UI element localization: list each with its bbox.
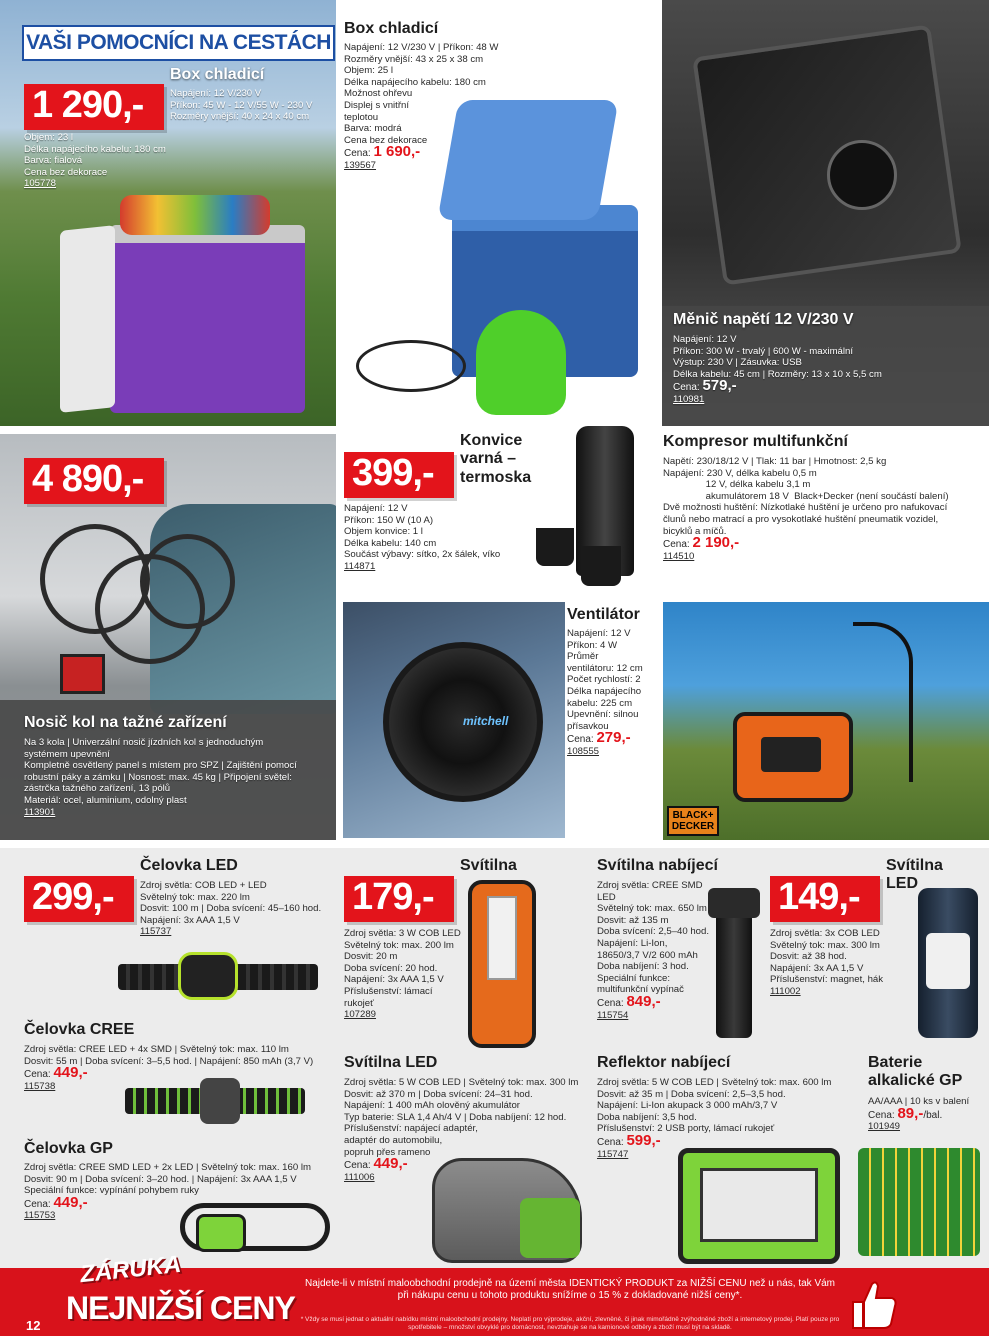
product-code[interactable]: 105778 [24,178,57,190]
spec-line: Doba nabíjení: 3,5 hod. [597,1111,697,1123]
spec-line: Příkon: 45 W - 12 V/55 W - 230 V [170,99,313,111]
spec-line: Cena bez dekorace [24,166,108,178]
spec-line: Délka napájecího kabelu: 180 cm [344,76,486,88]
spec-line: Napájení: 3x AAA 1,5 V [344,974,444,986]
spec-line: Na 3 kola | Univerzální nosič jízdních kol s jednoduchým [24,737,264,748]
spec-line: Napájení: 12 V [344,503,408,514]
thumbs-up-icon [850,1278,898,1330]
spec-line: Zdroj světla: 5 W COB LED | Světelný tok: max. 600 lm [597,1077,832,1088]
flashlight-price: 849,- [626,992,661,1010]
price-line: Cena: 449,- [344,1155,408,1173]
compressor-photo-panel [663,602,989,840]
spec-line: Napětí: 230/18/12 V | Tlak: 11 bar | Hmotnost: 2,5 kg [663,456,887,467]
spec-line: Rozměry vnější: 43 x 25 x 38 cm [344,53,484,65]
spec-line: Rozměry vnější: 40 x 24 x 40 cm [170,111,310,123]
spec-line: Příslušenství: napájecí adaptér, [344,1123,478,1135]
spec-line: Zdroj světla: 5 W COB LED | Světelný tok: max. 300 lm [344,1077,579,1088]
floodlight-price: 599,- [626,1131,661,1149]
spec-line: Počet rychlostí: 2 [567,674,641,686]
spec-line: přísavkou [567,720,609,732]
black-decker-logo: BLACK+ DECKER [667,806,719,836]
spec-line: Napájení: 12 V/230 V | Příkon: 48 W [344,42,499,53]
spec-line: Napájení: 3x AA 1,5 V [770,962,864,974]
spec-line: Napájení: 12 V [567,628,631,639]
batteries-specs [868,1096,986,1133]
floodlight-panel-image [700,1168,818,1242]
spec-line: Zdroj světla: CREE SMD LED + 2x LED | Světelný tok: max. 160 lm [24,1162,311,1173]
price-line: Cena: 599,- [597,1131,661,1149]
floodlight-title: Reflektor nabíjecí [597,1054,731,1071]
worklight-specs [344,928,464,1021]
spec-line: Kompletně osvětlený panel s místem pro SPZ | Zajištění pomocí [24,760,297,772]
spec-line: Dosvit: až 370 m | Doba svícení: 24–31 hod. [344,1088,533,1100]
compressor-price: 2 190,- [692,534,740,552]
product-code[interactable]: 111006 [344,1171,375,1183]
compressor-specs [663,456,983,562]
spec-line: Příkon: 4 W [567,639,618,651]
price-line: Cena: 279,- [567,729,631,747]
spec-line: 12 V, délka kabelu 3,1 m [663,479,811,491]
price-line: Cena: 89,-/bal. [868,1104,943,1122]
spec-line: bicyklů a míčů. [663,525,727,537]
spec-line: Dosvit: až 38 hod. [770,951,847,963]
product-code[interactable]: 113901 [24,806,56,818]
spec-line: Světelný tok: max. 220 lm [140,891,250,903]
bicycle-wheel-image [140,534,235,629]
spec-line: AA/AAA | 10 ks v balení [868,1096,970,1107]
spec-line: Napájení: 12 V [673,334,737,345]
spec-line: Zdroj světla: 3 W COB LED [344,928,461,939]
worklight-cob-image [487,896,517,980]
product-code[interactable]: 115753 [24,1210,56,1222]
spec-line: Dosvit: 90 m | Doba svícení: 3–20 hod. | Napájení: 3x AAA 1,5 V [24,1173,297,1185]
spec-line: Dosvit: až 135 m [597,914,669,926]
spec-line: Doba nabíjení: 3 hod. [597,961,689,973]
spec-line: Napájení: 3x AAA 1,5 V [140,914,240,926]
spec-line: Příslušenství: lámací [344,985,433,997]
spec-line: Napájení: 1 400 mAh olověný akumulátor [344,1100,520,1112]
spec-line: adaptér do automobilu, [344,1134,443,1146]
spotlight-price: 449,- [373,1155,408,1173]
spec-line: Napájení: 230 V, délka kabelu 0,5 m [663,467,817,479]
spec-line: Výstup: 230 V | Zásuvka: USB [673,357,802,369]
floodlight-specs [597,1077,847,1160]
product-code[interactable]: 114871 [344,560,376,572]
product-code[interactable]: 108555 [567,745,600,757]
spec-line: Zdroj světla: COB LED + LED [140,880,267,891]
worklight-title: Svítilna [460,857,517,874]
spec-line: Barva: fialová [24,155,83,167]
spec-line: Objem: 25 l [344,65,394,77]
spec-line: 18650/3,7 V/2 600 mAh [597,949,698,961]
spec-line: systémem upevnění [24,748,110,760]
fan-price: 279,- [596,729,631,747]
spec-line: akumulátorem 18 V Black+Decker (není součástí balení) [663,490,949,502]
spec-line: Dvě možnosti huštění: Nízkotlaké huštění je určeno pro nafukovací [663,502,948,514]
power-cable-image [356,340,466,392]
spec-line: Doba svícení: 20 hod. [344,962,438,974]
bike-rack-price: 4 890,- [24,458,164,504]
inverter-specs [673,334,983,406]
spotlight-specs [344,1077,594,1183]
lantern-price: 149,- [770,876,880,922]
kettle-specs [344,503,544,573]
lantern-specs [770,928,910,998]
fan-brand-logo: mitchell [463,714,509,728]
price-line: Cena: 449,- [24,1064,88,1082]
spec-line: Světelný tok: max. 200 lm [344,939,454,951]
guarantee-text: Najdete-li v místní maloobchodní prodejně na území města IDENTICKÝ PRODUKT za NIŽŠÍ CENU než u nás, tak Vám při nákupu cenu u tohoto produktu snížíme o 15 % z dokladované nižší ceny*. [304,1278,836,1301]
spec-line: Délka napájecího [567,685,642,697]
batteries-title: Baterie alkalické GP [868,1054,963,1090]
headlamp-gp-price: 449,- [53,1193,88,1211]
spec-line: Speciální funkce: vypínání pohybem ruky [24,1185,199,1197]
spec-line: Barva: modrá [344,123,402,135]
flashlight-specs [597,880,722,1021]
page-number: 12 [26,1318,41,1333]
spec-line: kabelu: 225 cm [567,697,633,709]
cooler-purple-price: 1 290,- [24,84,164,130]
kettle-title: Konvice varná – termoska [460,432,532,486]
cooler-blue-specs [344,42,544,172]
spec-line: teplotou [344,111,379,123]
spec-line: Délka napájecího kabelu: 180 cm [24,143,166,155]
product-code[interactable]: 111002 [770,985,801,997]
headlamp-cree-title: Čelovka CREE [24,1021,135,1038]
fan-specs [567,628,662,758]
headlamp-led-specs [140,880,340,938]
inverter-price: 579,- [702,377,737,395]
bike-rack-specs [24,737,329,818]
spec-line: Zdroj světla: CREE LED + 4x SMD | Světelný tok: max. 110 lm [24,1044,289,1055]
price-line: Cena: 1 690,- [344,143,421,161]
guarantee-line1: ZÁRUKA [78,1250,183,1289]
price-line: Cena: 2 190,- [663,534,740,552]
spec-line: Světelný tok: max. 650 lm [597,903,707,915]
product-code[interactable]: 115754 [597,1009,629,1021]
flashlight-title: Svítilna nabíjecí [597,857,718,874]
fan-title: Ventilátor [567,606,640,623]
product-code[interactable]: 101949 [868,1121,901,1133]
spec-line: Materiál: ocel, aluminium, odolný plast [24,794,187,806]
food-items-image [120,195,270,235]
spec-line: Příslušenství: 2 USB porty, lámací rukojeť [597,1123,775,1135]
guarantee-line2: NEJNIŽŠÍ CENY [66,1290,295,1326]
inverter-image [692,24,962,285]
cup-image [581,546,621,586]
spec-line: Dosvit: až 35 m | Doba svícení: 2,5–3,5 hod. [597,1088,786,1100]
spec-line: Typ baterie: SLA 1,4 Ah/4 V | Doba nabíjení: 12 hod. [344,1111,567,1123]
product-code[interactable]: 139567 [344,159,377,171]
compressor-display-image [761,737,821,772]
spec-line: Příslušenství: magnet, hák [770,974,884,986]
spec-line: Napájení: Li-Ion, [597,937,668,949]
headlamp-cree-price: 449,- [53,1064,88,1082]
spec-line: Displej s vnitřní [344,99,410,111]
socket-icon [827,140,897,210]
cooler-purple-specs-2 [24,132,224,190]
lantern-title: Svítilna LED [886,857,943,893]
spec-line: rukojeť [344,997,374,1009]
spec-line: Objem: 23 l [24,132,74,143]
spec-line: Délka kabelu: 140 cm [344,537,437,549]
headlamp-led-price: 299,- [24,876,134,922]
bike-rack-title: Nosič kol na tažné zařízení [24,714,227,731]
spec-line: Speciální funkce: [597,972,671,984]
page-headline: VAŠI POMOCNÍCI NA CESTÁCH [22,25,335,61]
product-code[interactable]: 115747 [597,1148,629,1160]
spec-line: Objem konvice: 1 l [344,526,423,538]
headlamp-led-lamp-image [178,952,238,1000]
headlamp-led-title: Čelovka LED [140,857,238,874]
hose-image [853,622,913,782]
spec-line: Dosvit: 100 m | Doba svícení: 45–160 hod. [140,903,322,915]
cooler-purple-specs [170,88,335,123]
purple-cooler-image [110,225,305,413]
product-code[interactable]: 110981 [673,393,705,405]
spec-line: Příkon: 300 W - trvalý | 600 W - maximální [673,345,854,357]
spec-line: Dosvit: 20 m [344,951,398,963]
spec-line: člunů nebo matrací a pro vysokotlaké huštění pneumatik vozidel, [663,513,939,525]
price-line: Cena: 849,- [597,992,661,1010]
spec-line: Napájení: 12 V/230 V [170,88,262,99]
headlamp-cree-specs [24,1044,334,1092]
cooler-blue-title: Box chladicí [344,20,439,37]
price-line: Cena: 579,- [673,377,737,395]
product-code[interactable]: 115737 [140,926,172,938]
compressor-title: Kompresor multifunkční [663,433,848,450]
spec-line: Průměr [567,651,599,663]
cooler-purple-title: Box chladicí [170,66,265,83]
kettle-price: 399,- [344,452,454,498]
price-line: Cena: 449,- [24,1193,88,1211]
cooler-lid-image [60,225,115,413]
spec-line: Zdroj světla: CREE SMD LED [597,880,706,903]
rack-light-image [60,654,105,694]
guarantee-disclaimer: * Vždy se musí jednat o aktuální nabídku místní maloobchodní prodejny. Neplatí pro výprodeje, akční, zlevněné, či jinak mimořádně zvýhodněné zboží a internetový prodej. Platí pouze pro spotřebitele – množství obvyklé pro domácnost, nevztahuje se na kamionové odběry a zboží musí být na skladě. [300,1316,840,1331]
spec-line: Cena bez dekorace [344,134,428,146]
spec-line: Světelný tok: max. 300 lm [770,939,880,951]
spec-line: Příkon: 150 W (10 A) [344,514,434,526]
spec-line: Možnost ohřevu [344,88,413,100]
spotlight-handle-image [520,1198,580,1258]
batteries-price: 89,- [897,1104,924,1122]
spec-line: Doba svícení: 2,5–40 hod. [597,926,710,938]
headlamp-gp-title: Čelovka GP [24,1140,113,1157]
cooler-blue-price: 1 690,- [373,143,421,161]
spotlight-title: Svítilna LED [344,1054,438,1071]
product-code[interactable]: 114510 [663,550,695,562]
headlamp-gp-specs [24,1162,334,1222]
lantern-light-image [926,933,970,989]
spec-line: Upevnění: silnou [567,709,639,721]
spec-line: robustní páky a zámku | Nosnost: max. 45 kg | Připojení světel: [24,771,292,783]
worklight-price: 179,- [344,876,454,922]
spec-line: Délka kabelu: 45 cm | Rozměry: 13 x 10 x 5,5 cm [673,368,882,380]
spec-line: Dosvit: 55 m | Doba svícení: 3–5,5 hod. | Napájení: 850 mAh (3,7 V) [24,1055,314,1067]
spec-line: popruh přes rameno [344,1146,431,1158]
fan-panel [343,602,565,838]
spec-line: multifunkční vypínač [597,984,684,996]
batteries-image [858,1148,980,1256]
inverter-title: Měnič napětí 12 V/230 V [673,311,854,328]
green-mitt-image [476,310,566,415]
product-code[interactable]: 115738 [24,1080,56,1092]
spec-line: Napájení: Li-Ion akupack 3 000 mAh/3,7 V [597,1100,778,1112]
spec-line: ventilátoru: 12 cm [567,662,643,674]
spec-line: Zdroj světla: 3x COB LED [770,928,880,939]
spec-line: zástrčka tažného zařízení, 13 pólů [24,783,171,795]
cooler-purple-panel [0,0,336,426]
spec-line: Součást výbavy: sítko, 2x šálek, víko [344,549,501,561]
product-code[interactable]: 107289 [344,1009,377,1021]
